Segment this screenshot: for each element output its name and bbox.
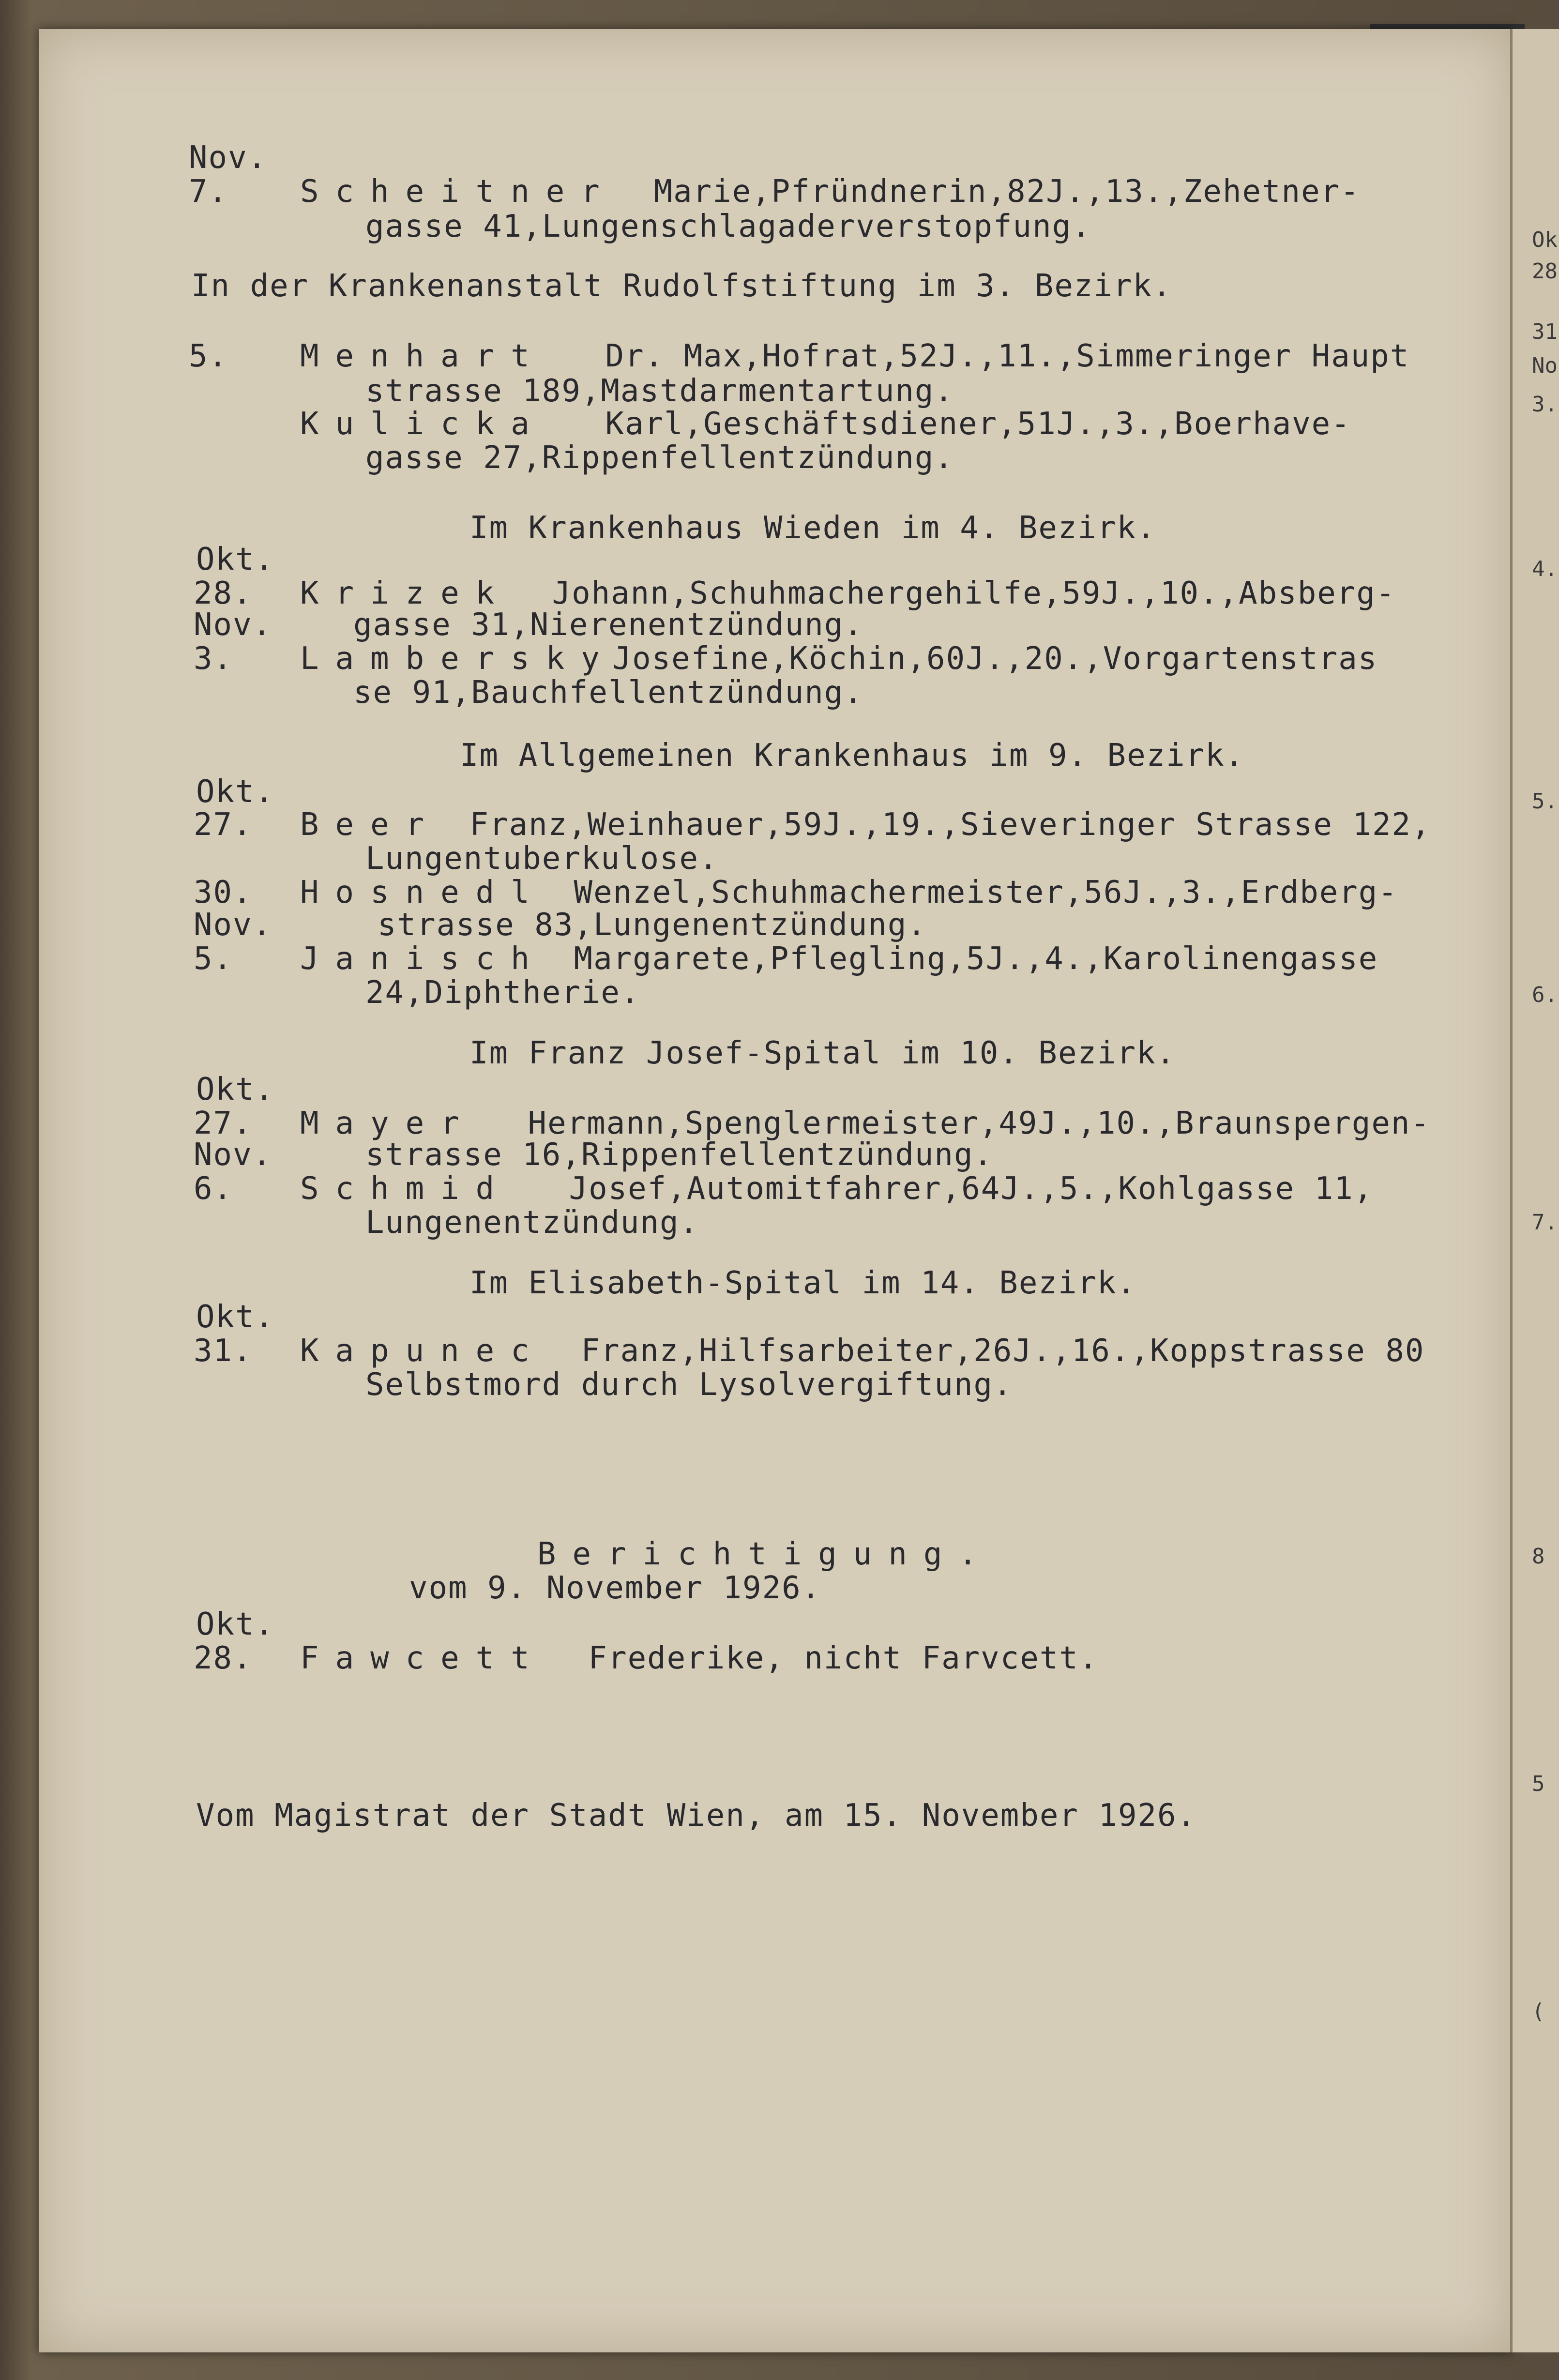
- deceased-name: Hosnedl: [300, 875, 546, 910]
- entry-details: gasse 31,Nierenentzündung.: [353, 607, 863, 643]
- month-label: Nov.: [194, 607, 272, 643]
- adjacent-fragment: 8: [1532, 1544, 1545, 1569]
- adjacent-fragment: 5.: [1532, 789, 1558, 814]
- entry-details: Dr. Max,Hofrat,52J.,11.,Simmeringer Haupt: [586, 338, 1410, 374]
- adjacent-fragment: 4.: [1532, 557, 1558, 581]
- section-heading: In der Krankenanstalt Rudolfstiftung im 3. Bezirk.: [191, 268, 1172, 304]
- day-label: 3.: [194, 641, 233, 677]
- deceased-name: Janisch: [300, 941, 546, 977]
- deceased-name: Kulicka: [300, 406, 546, 442]
- month-label: Nov.: [194, 907, 272, 943]
- month-label: Okt.: [196, 1299, 275, 1335]
- adjacent-fragment: 5: [1532, 1772, 1545, 1796]
- entry-details: Johann,Schuhmachergehilfe,59J.,10.,Absberg-: [532, 576, 1396, 611]
- adjacent-fragment: 3.: [1532, 392, 1558, 417]
- month-label: Nov.: [194, 1137, 272, 1173]
- entry-details: Wenzel,Schuhmachermeister,56J.,3.,Erdberg-: [554, 875, 1398, 910]
- entry-details: strasse 16,Rippenfellentzündung.: [365, 1137, 993, 1173]
- entry-details: gasse 41,Lungenschlagaderverstopfung.: [365, 209, 1091, 244]
- deceased-name: Mayer: [300, 1106, 476, 1141]
- entry-details: Margarete,Pflegling,5J.,4.,Karolinengasse: [554, 941, 1378, 977]
- adjacent-fragment: (: [1532, 1999, 1545, 2024]
- adjacent-fragment: 7.: [1532, 1210, 1558, 1235]
- entry-details: Lungenentzündung.: [365, 1205, 699, 1241]
- entry-details: Karl,Geschäftsdiener,51J.,3.,Boerhave-: [586, 406, 1351, 442]
- correction-subtitle: vom 9. November 1926.: [409, 1570, 821, 1606]
- deceased-name: Menhart: [300, 338, 546, 374]
- entry-details: Marie,Pfründnerin,82J.,13.,Zehetner-: [634, 174, 1360, 210]
- month-label: Okt.: [196, 1607, 275, 1642]
- day-label: 5.: [189, 338, 228, 374]
- day-label: 28.: [194, 1640, 253, 1676]
- section-heading: Im Krankenhaus Wieden im 4. Bezirk.: [469, 510, 1156, 546]
- adjacent-fragment: 31: [1532, 319, 1558, 344]
- deceased-name: Fawcett: [300, 1640, 546, 1676]
- entry-details: se 91,Bauchfellentzündung.: [353, 675, 863, 711]
- entry-details: 24,Diphtherie.: [365, 975, 640, 1011]
- signature-line: Vom Magistrat der Stadt Wien, am 15. November 1926.: [196, 1798, 1197, 1834]
- deceased-name: Scheitner: [300, 174, 616, 210]
- day-label: 27.: [194, 807, 253, 843]
- deceased-name: Kapunec: [300, 1333, 546, 1369]
- day-label: 31.: [194, 1333, 253, 1369]
- correction-title: Berichtigung.: [537, 1536, 994, 1572]
- entry-details: strasse 83,Lungenentzündung.: [378, 907, 927, 943]
- entry-details: Josef,Automitfahrer,64J.,5.,Kohlgasse 11,: [549, 1171, 1374, 1207]
- month-label: Okt.: [196, 542, 275, 577]
- adjacent-fragment: Ok: [1532, 227, 1558, 252]
- day-label: 7.: [189, 174, 228, 210]
- deceased-name: Lambersky: [300, 641, 616, 677]
- day-label: 6.: [194, 1171, 233, 1207]
- section-heading: Im Allgemeinen Krankenhaus im 9. Bezirk.: [460, 738, 1245, 773]
- adjacent-fragment: 28: [1532, 259, 1558, 284]
- entry-details: strasse 189,Mastdarmentartung.: [365, 373, 954, 409]
- entry-details: Lungentuberkulose.: [365, 841, 719, 877]
- entry-details: gasse 27,Rippenfellentzündung.: [365, 440, 954, 476]
- day-label: 27.: [194, 1106, 253, 1141]
- day-label: 30.: [194, 875, 253, 910]
- entry-details: Selbstmord durch Lysolvergiftung.: [365, 1367, 1013, 1403]
- month-label: Nov.: [189, 140, 268, 176]
- section-heading: Im Franz Josef-Spital im 10. Bezirk.: [469, 1035, 1176, 1071]
- deceased-name: Beer: [300, 807, 441, 843]
- adjacent-fragment: No: [1532, 353, 1558, 378]
- entry-details: Franz,Hilfsarbeiter,26J.,16.,Koppstrasse 80: [561, 1333, 1425, 1369]
- day-label: 28.: [194, 576, 253, 611]
- section-heading: Im Elisabeth-Spital im 14. Bezirk.: [469, 1265, 1137, 1301]
- entry-details: Hermann,Spenglermeister,49J.,10.,Braunspergen-: [508, 1106, 1430, 1141]
- entry-details: Josefine,Köchin,60J.,20.,Vorgartenstras: [593, 641, 1378, 677]
- correction-text: Frederike, nicht Farvcett.: [569, 1640, 1099, 1676]
- month-label: Okt.: [196, 1072, 275, 1107]
- day-label: 5.: [194, 941, 233, 977]
- deceased-name: Krizek: [300, 576, 511, 611]
- entry-details: Franz,Weinhauer,59J.,19.,Sieveringer Strasse 122,: [450, 807, 1431, 843]
- deceased-name: Schmid: [300, 1171, 511, 1207]
- adjacent-fragment: 6.: [1532, 983, 1558, 1007]
- month-label: Okt.: [196, 774, 275, 810]
